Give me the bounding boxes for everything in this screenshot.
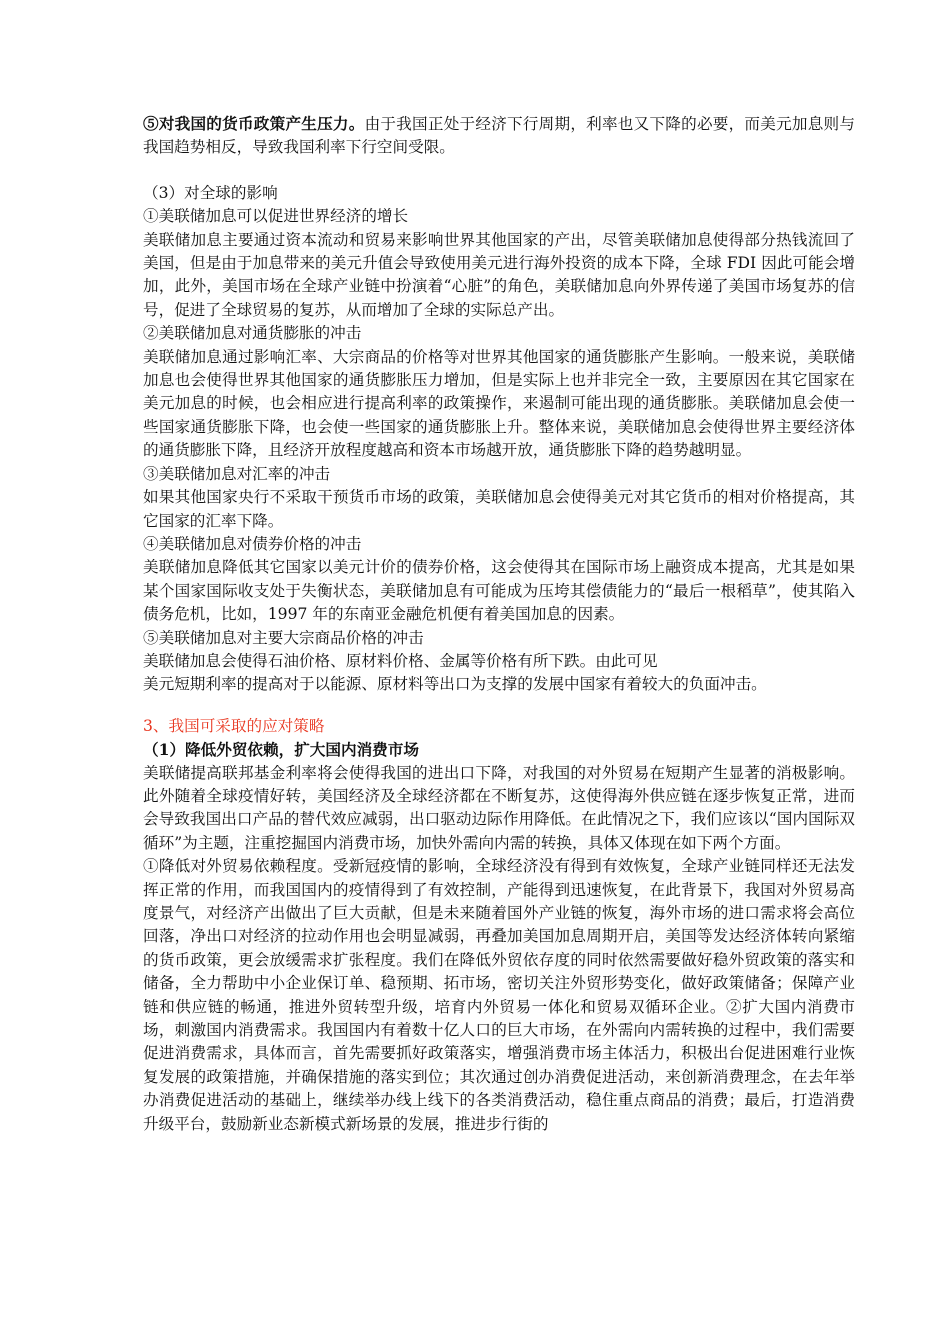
closing-text: 美元短期利率的提高对于以能源、原材料等出口为支撑的发展中国家有着较大的负面冲击。 [143, 675, 767, 694]
item-body: 美联储加息降低其它国家以美元计价的债券价格，这会使得其在国际市场上融资成本提高，尤其是如果某个国家国际收支处于失衡状态，美联储加息有可能成为压垮其偿债能力的“最后一根稻草”，使其陷入债务危机，比如，1997 年的东南亚金融危机便有着美国加息的因素。 [143, 558, 855, 624]
item-body: 美联储加息会使得石油价格、原材料价格、金属等价格有所下跌。由此可见 [143, 651, 658, 670]
document-page [143, 112, 855, 1136]
item-title: ⑤美联储加息对主要大宗商品价格的冲击 [143, 628, 424, 647]
item-title: ①美联储加息可以促进世界经济的增长 [143, 207, 409, 226]
paragraph-lead: ⑤对我国的货币政策产生压力。 [143, 114, 365, 133]
item-body: 如果其他国家央行不采取干预货币市场的政策，美联储加息会使得美元对其它货币的相对价格提高，其它国家的汇率下降。 [143, 488, 855, 530]
item-body: 美联储加息主要通过资本流动和贸易来影响世界其他国家的产出，尽管美联储加息使得部分热钱流回了美国，但是由于加息带来的美元升值会导致使用美元进行海外投资的成本下降，全球 FDI 因此可能会增加，此外，美国市场在全球产业链中扮演着“心脏”的角色，美联储加息向外界传递了美国市场复苏的信号，促进了全球贸易的复苏，从而增加了全球的实际总产出。 [143, 230, 855, 319]
item-title: ②美联储加息对通货膨胀的冲击 [143, 324, 362, 343]
item-body: 美联储加息通过影响汇率、大宗商品的价格等对世界其他国家的通货膨胀产生影响。一般来说，美联储加息也会使得世界其他国家的通货膨胀压力增加，但是实际上也并非完全一致，主要原因在其它国家在美元加息的时候，也会相应进行提高利率的政策操作，来遏制可能出现的通货膨胀。美联储加息会使一些国家通货膨胀下降，也会使一些国家的通货膨胀上升。整体来说，美联储加息会使得世界主要经济体的通货膨胀下降，且经济开放程度越高和资本市场越开放，通货膨胀下降的趋势越明显。 [143, 347, 855, 460]
sub-heading: （1）降低外贸依赖，扩大国内消费市场 [143, 740, 419, 760]
section-intro: 美联储提高联邦基金利率将会使得我国的进出口下降，对我国的对外贸易在短期产生显著的消极影响。此外随着全球疫情好转，美国经济及全球经济都在不断复苏，这使得海外供应链在逐步恢复正常，进而会导致我国出口产品的替代效应减弱，出口驱动边际作用降低。在此情况之下，我们应该以“国内国际双循环”为主题，注重挖掘国内消费市场，加快外需向内需的转换，具体又体现在如下两个方面。 [143, 763, 855, 852]
paragraph-text: 由于我国正处于经济下行周期，利率也又下降的必要，而美元加息则与我国趋势相反，导致我国利率下行空间受限。 [143, 115, 855, 157]
section-heading: 3、我国可采取的应对策略 [143, 716, 325, 735]
item-title: ③美联储加息对汇率的冲击 [143, 464, 331, 483]
paragraph-monetary-pressure [143, 112, 855, 160]
item-title: ④美联储加息对债券价格的冲击 [143, 534, 362, 553]
section-body: ①降低对外贸易依赖程度。受新冠疫情的影响，全球经济没有得到有效恢复，全球产业链同样还无法发挥正常的作用，而我国国内的疫情得到了有效控制，产能得到迅速恢复，在此背景下，我国对外贸易高度景气，对经济产出做出了巨大贡献，但是未来随着国外产业链的恢复，海外市场的进口需求将会高位回落，净出口对经济的拉动作用也会明显减弱，再叠加美国加息周期开启，美国等发达经济体转向紧缩的货币政策，更会放缓需求扩张程度。我们在降低外贸依存度的同时依然需要做好稳外贸政策的落实和储备，全力帮助中小企业保订单、稳预期、拓市场，密切关注外贸形势变化，做好政策储备；保障产业链和供应链的畅通，推进外贸转型升级，培育内外贸易一体化和贸易双循环企业。②扩大国内消费市场，刺激国内消费需求。我国国内有着数十亿人口的巨大市场，在外需向内需转换的过程中，我们需要促进消费需求，具体而言，首先需要抓好政策落实，增强消费市场主体活力，积极出台促进困难行业恢复发展的政策措施，并确保措施的落实到位；其次通过创办消费促进活动，来创新消费理念，在去年举办消费促进活动的基础上，继续举办线上线下的各类消费活动，稳住重点商品的消费；最后，打造消费升级平台，鼓励新业态新模式新场景的发展，推进步行街的 [143, 857, 855, 1133]
global-impact-heading: （3）对全球的影响 [143, 183, 278, 202]
